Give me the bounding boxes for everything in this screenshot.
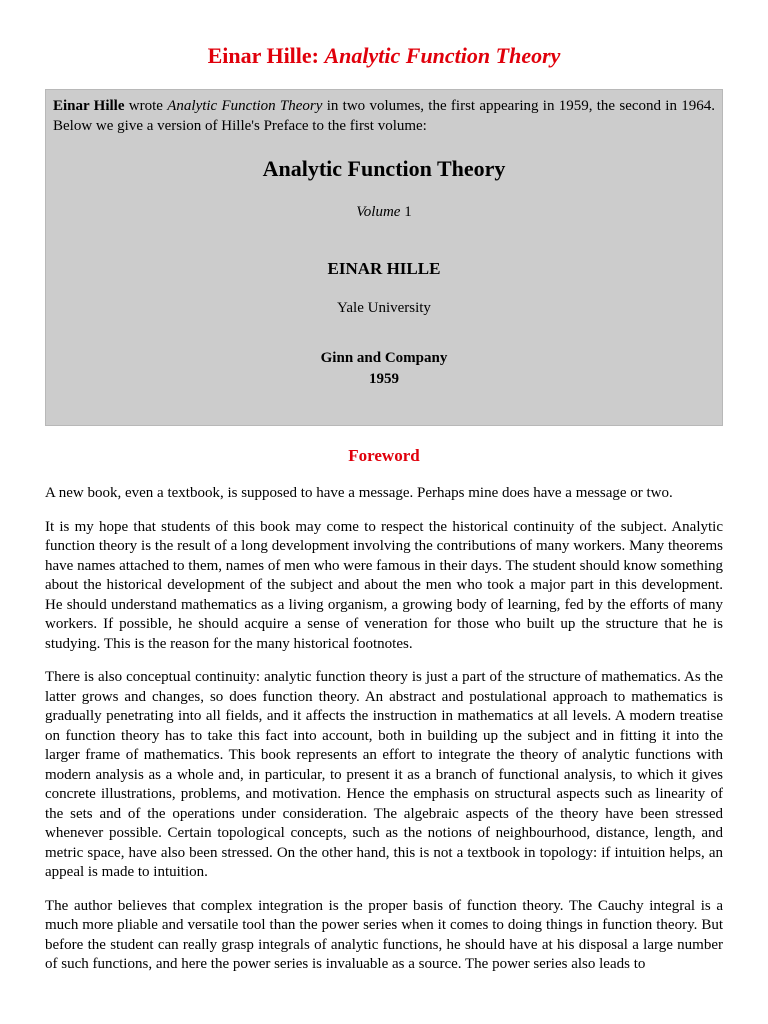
intro-text-2: in two volumes, the first appearing in 1959, the second in 1964. Below we give a version of Hille's Preface to the first volume: — [53, 98, 715, 134]
foreword-paragraph: There is also conceptual continuity: analytic function theory is just a part of the structure of mathematics. As the latter grows and changes, so does function theory. An abstract and postulational approach to mathematics is gradually penetrating into all fields, and it affects the instruction in mathematics at all levels. A modern treatise on function theory has to take this fact into account, both in building up the subject and in fitting it into the larger frame of mathematics. This book represents an effort to integrate the theory of analytic functions with modern analysis as a whole and, in particular, to present it as a branch of functional analysis, to which it gives concrete illustrations, problems, and motivation. Hence the emphasis on structural aspects such as linearity of the sets and of the operations under consideration. The algebraic aspects of the theory have been stressed whenever possible. Certain topological concepts, such as the notions of neighbourhood, distance, length, and metric space, have also been stressed. On the other hand, this is not a textbook in topology: if intuition helps, an appeal is made to intuition. — [45, 669, 723, 880]
title-author: Einar Hille: — [207, 43, 319, 68]
volume-line — [46, 204, 722, 221]
foreword-body — [45, 484, 723, 989]
volume-label: Volume — [356, 204, 401, 220]
foreword-paragraph: The author believes that complex integration is the proper basis of function theory. The Cauchy integral is a much more pliable and versatile tool than the power series when it comes to doing things in function theory. But before the student can really grasp integrals of analytic functions, he should have at his disposal a large number of such functions, and here the power series is invaluable as a source. The power series also leads to — [45, 897, 723, 972]
page-title — [0, 42, 768, 70]
foreword-heading: Foreword — [348, 446, 420, 465]
title-book: Analytic Function Theory — [324, 43, 561, 68]
intro-book: Analytic Function Theory — [167, 98, 323, 114]
author-affiliation: Yale University — [337, 300, 431, 316]
intro-box — [45, 89, 723, 426]
intro-paragraph — [53, 96, 715, 136]
foreword-paragraph: A new book, even a textbook, is supposed to have a message. Perhaps mine does have a message or two. — [45, 485, 673, 501]
publisher: Ginn and Company — [320, 350, 448, 366]
book-title: Analytic Function Theory — [262, 156, 506, 181]
foreword-paragraph: It is my hope that students of this book may come to respect the historical continuity of the subject. Analytic function theory is the result of a long development involving the contributions of many workers. Many theorems have names attached to them, names of men who were famous in their days. The student should know something about the historical development of the subject and about the men who took a major part in this development. He should understand mathematics as a living organism, a growing body of learning, fed by the efforts of many workers. If possible, he should acquire a sense of veneration for those who built up the structure that he is studying. This is the reason for the many historical footnotes. — [45, 518, 723, 652]
intro-text-1: wrote — [124, 98, 168, 114]
book-author: EINAR HILLE — [327, 259, 441, 278]
publication-year: 1959 — [369, 371, 399, 387]
intro-author: Einar Hille — [53, 98, 125, 114]
volume-number: 1 — [400, 204, 412, 220]
